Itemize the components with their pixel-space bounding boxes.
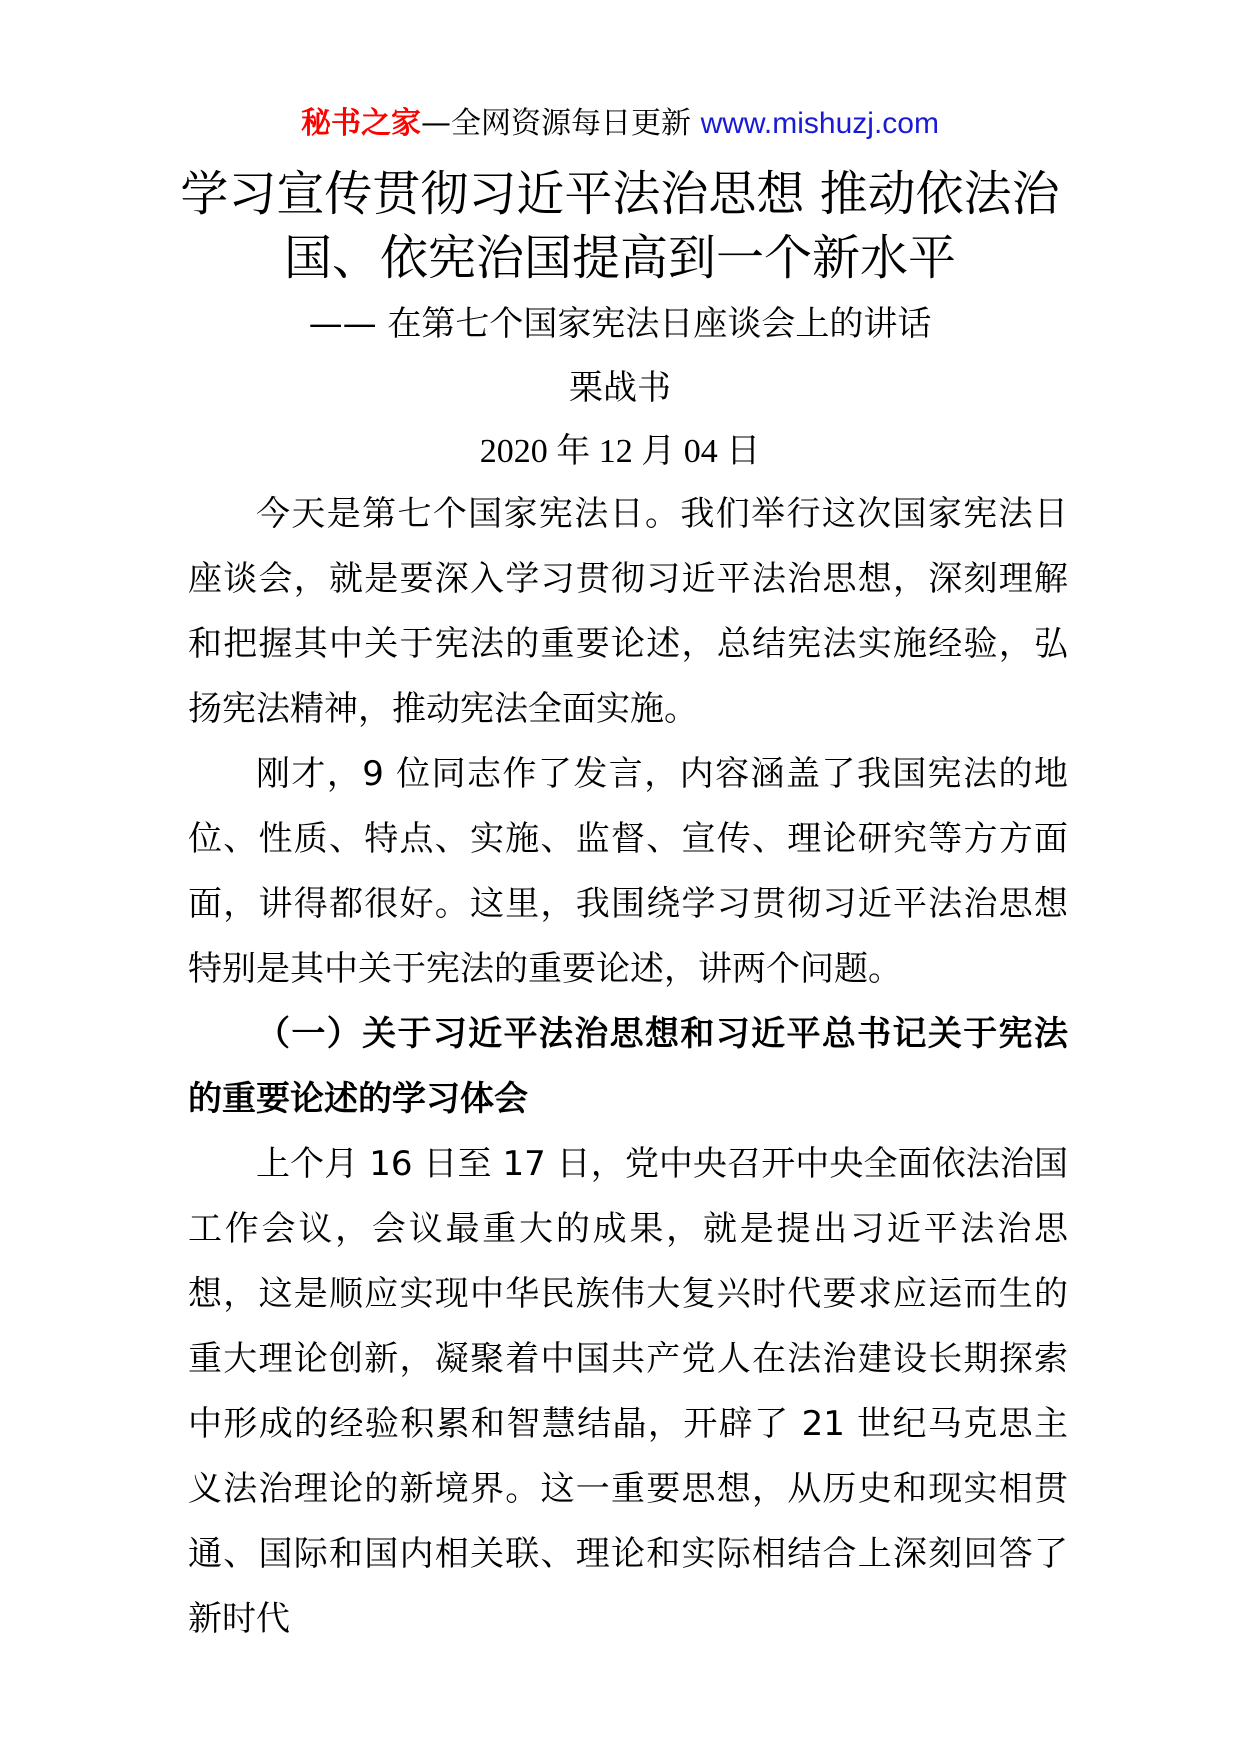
body-paragraph-1: 今天是第七个国家宪法日。我们举行这次国家宪法日座谈会，就是要深入学习贯彻习近平法治思想，深刻理解和把握其中关于宪法的重要论述，总结宪法实施经验，弘扬宪法精神，推动宪法全面实施。: [188, 494, 1068, 729]
site-header: [0, 104, 1240, 144]
site-url-link[interactable]: www.mishuzj.com: [700, 107, 939, 140]
document-title-line-1: 学习宣传贯彻习近平法治思想 推动依法治: [180, 166, 1060, 222]
body-paragraph-2: 刚才，9 位同志作了发言，内容涵盖了我国宪法的地位、性质、特点、实施、监督、宣传、理论研究等方方面面，讲得都很好。这里，我围绕学习贯彻习近平法治思想特别是其中关于宪法的重要论述，讲两个问题。: [188, 754, 1068, 989]
document-author: 栗战书: [569, 368, 671, 408]
document-date: 2020 年 12 月 04 日: [479, 433, 761, 470]
document-body: [188, 482, 1068, 1652]
document-subtitle: —— 在第七个国家宪法日座谈会上的讲话: [308, 304, 932, 344]
site-slogan: —全网资源每日更新: [421, 106, 701, 141]
section-paragraph: 上个月 16 日至 17 日，党中央召开中央全面依法治国工作会议，会议最重大的成果，就是提出习近平法治思想，这是顺应实现中华民族伟大复兴时代要求应运而生的重大理论创新，凝聚着中国共产党人在法治建设长期探索中形成的经验积累和智慧结晶，开辟了 21 世纪马克思主义法治理论的新境界。这一重要思想，从历史和现实相贯通、国际和国内相关联、理论和实际相结合上深刻回答了新时代: [188, 1144, 1068, 1639]
site-brand: 秘书之家: [301, 106, 422, 141]
document-title-line-2: 国、依宪治国提高到一个新水平: [283, 230, 956, 286]
section-heading: （一）关于习近平法治思想和习近平总书记关于宪法的重要论述的学习体会: [188, 1014, 1068, 1119]
